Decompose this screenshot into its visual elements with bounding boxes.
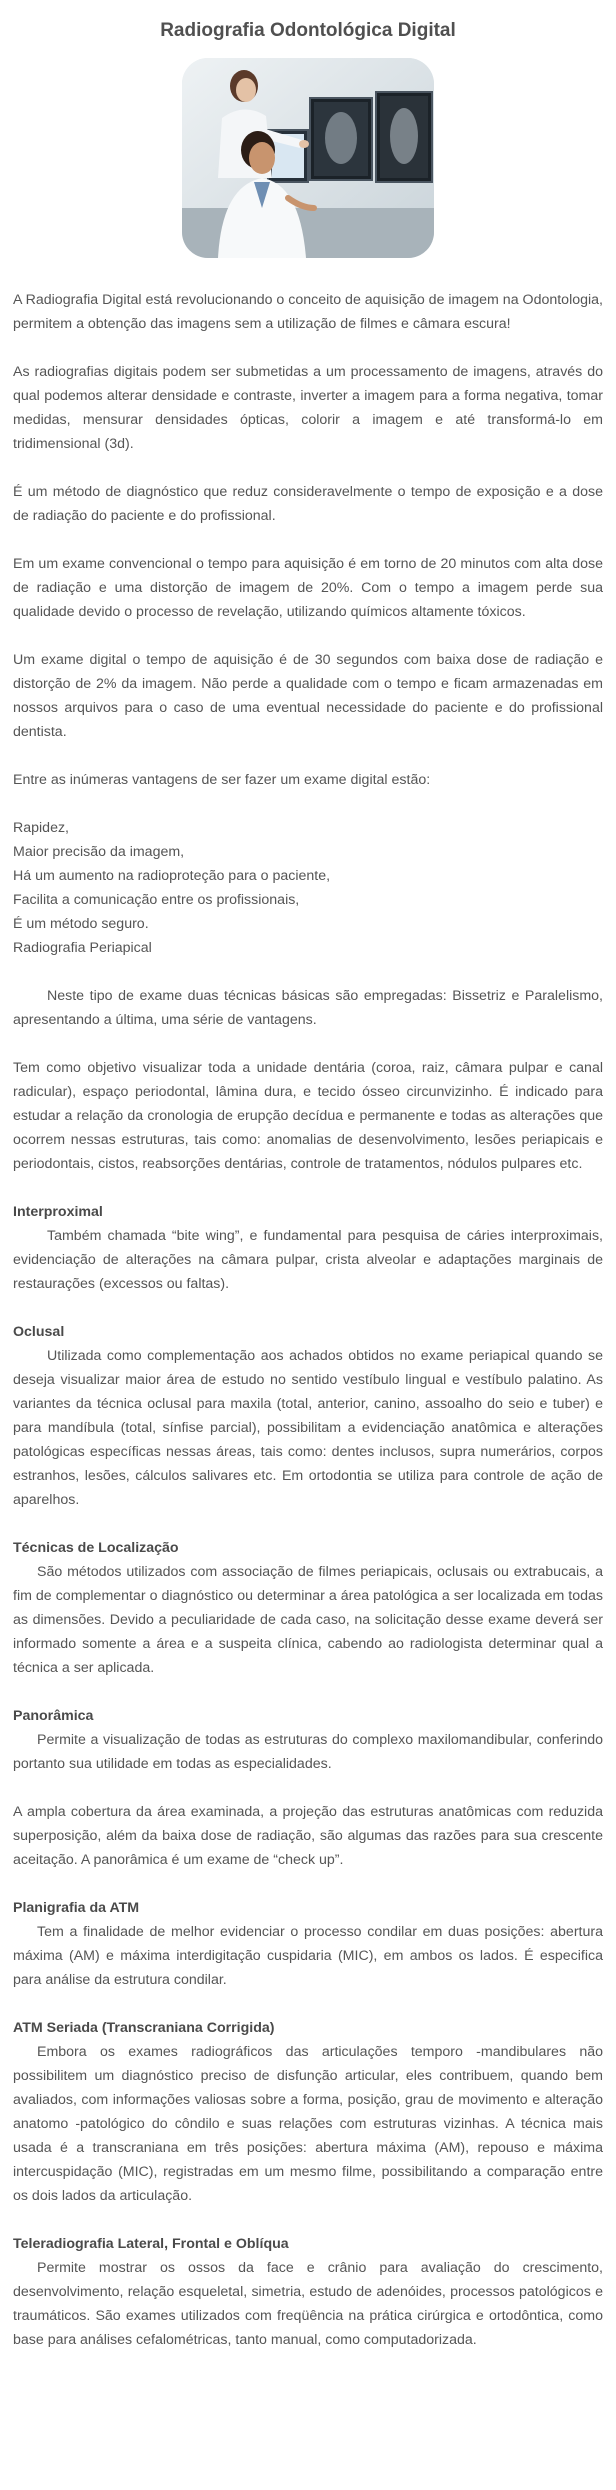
intro-paragraph: Em um exame convencional o tempo para aquisição é em torno de 20 minutos com alta dose de radiação e uma distorção de imagem de 20%. Com o tempo a imagem perde sua qualidade devido o processo de revelação, utilizando químicos altamente tóxicos.	[13, 556, 603, 620]
section-text: Embora os exames radiográficos das articulações temporo -mandibulares não possibilitem um diagnóstico preciso de disfunção articular, eles contribuem, quando bem avaliados, com informações valiosas sobre a forma, posição, grau de movimento e alteração anatomo -patológico do côndilo e suas relações com estruturas vizinhas. A técnica mais usada é a transcraniana em três posições: abertura máxima (AM), repouso e máxima intercuspidação (MIC), registradas em um mesmo filme, possibilitando a comparação entre os dois lados da articulação.	[13, 2044, 603, 2204]
periapical-paragraph: Neste tipo de exame duas técnicas básicas são empregadas: Bissetriz e Paralelismo, apresentando a última, uma série de vantagens.	[13, 988, 603, 1028]
list-item: Facilita a comunicação entre os profissionais,	[13, 892, 300, 908]
section-heading: Teleradiografia Lateral, Frontal e Oblíqua	[13, 2236, 289, 2252]
intro-paragraph: As radiografias digitais podem ser submetidas a um processamento de imagens, através do qual podemos alterar densidade e contraste, inverter a imagem para a forma negativa, tomar medidas, mensurar densidades ópticas, colorir a imagem e até transformá-lo em tridimensional (3d).	[13, 364, 603, 452]
list-item: É um método seguro.	[13, 916, 149, 932]
photo-container	[13, 58, 603, 258]
section-text: Tem a finalidade de melhor evidenciar o processo condilar em duas posições: abertura máxima (AM) e máxima interdigitação cuspidaria (MIC), em ambos os lados. É especifica para análise da estrutura condilar.	[13, 1924, 603, 1988]
intro-paragraph: É um método de diagnóstico que reduz consideravelmente o tempo de exposição e a dose de radiação do paciente e do profissional.	[13, 484, 603, 524]
section-heading: Técnicas de Localização	[13, 1540, 179, 1556]
section-heading: Oclusal	[13, 1324, 65, 1340]
section-heading: Panorâmica	[13, 1708, 94, 1724]
intro-paragraph: Um exame digital o tempo de aquisição é de 30 segundos com baixa dose de radiação e distorção de 2% da imagem. Não perde a qualidade com o tempo e ficam armazenadas em nossos arquivos para o caso de uma eventual necessidade do paciente e do profissional dentista.	[13, 652, 603, 740]
section-text: Também chamada “bite wing”, e fundamental para pesquisa de cáries interproximais, evidenciação de alterações na câmara pulpar, crista alveolar e adaptações marginais de restaurações (excessos ou faltas).	[13, 1228, 603, 1292]
page-title: Radiografia Odontológica Digital	[160, 20, 456, 41]
list-item: Rapidez,	[13, 820, 69, 836]
article	[13, 0, 603, 2352]
list-item: Há um aumento na radioproteção para o paciente,	[13, 868, 331, 884]
section-heading: Interproximal	[13, 1204, 103, 1220]
section-text: Permite a visualização de todas as estruturas do complexo maxilomandibular, conferindo portanto sua utilidade em todas as especialidades.	[13, 1732, 603, 1772]
section-text: Permite mostrar os ossos da face e crânio para avaliação do crescimento, desenvolvimento, relação esqueletal, simetria, estudo de adenóides, processos patológicos e traumáticos. São exames utilizados com freqüência na prática cirúrgica e ortodôntica, como base para análises cefalométricas, tanto manual, como computadorizada.	[13, 2260, 603, 2348]
periapical-paragraph: Tem como objetivo visualizar toda a unidade dentária (coroa, raiz, câmara pulpar e canal radicular), espaço periodontal, lâmina dura, e tecido ósseo circunvizinho. É indicado para estudar a relação da cronologia de erupção decídua e permanente e todas as alterações que ocorrem nessas estruturas, tais como: anomalias de desenvolvimento, lesões periapicais e periodontais, cistos, reabsorções dentárias, controle de tratamentos, nódulos pulpares etc.	[13, 1060, 603, 1172]
intro-paragraph: A Radiografia Digital está revolucionando o conceito de aquisição de imagem na Odontologia, permitem a obtenção das imagens sem a utilização de filmes e câmara escura!	[13, 292, 603, 332]
section-label-periapical: Radiografia Periapical	[13, 940, 152, 956]
section-text: A ampla cobertura da área examinada, a projeção das estruturas anatômicas com reduzida superposição, além da baixa dose de radiação, são algumas das razões para sua crescente aceitação. A panorâmica é um exame de “check up”.	[13, 1804, 603, 1868]
section-text: Utilizada como complementação aos achados obtidos no exame periapical quando se deseja visualizar maior área de estudo no sentido vestíbulo lingual e vestíbulo palatino. As variantes da técnica oclusal para maxila (total, anterior, canino, assoalho do seio e tuber) e para mandíbula (total, sínfise parcial), possibilitam a evidenciação anatômica e alterações patológicas específicas nessas áreas, tais como: dentes inclusos, supra numerários, corpos estranhos, lesões, cálculos salivares etc. Em ortodontia se utiliza para controle de ação de aparelhos.	[13, 1348, 603, 1508]
doctor-viewing-xray-monitors-icon	[182, 58, 434, 258]
list-item: Maior precisão da imagem,	[13, 844, 185, 860]
intro-paragraph: Entre as inúmeras vantagens de ser fazer um exame digital estão:	[13, 772, 431, 788]
advantages-list	[13, 816, 603, 960]
section-text: São métodos utilizados com associação de filmes periapicais, oclusais ou extrabucais, a fim de complementar o diagnóstico ou determinar a área patológica a ser localizada em todas as dimensões. Devido a peculiaridade de cada caso, na solicitação desse exame deverá ser informado somente a área e a suspeita clínica, cabendo ao radiologista determinar qual a técnica a ser aplicada.	[13, 1564, 603, 1676]
section-heading: ATM Seriada (Transcraniana Corrigida)	[13, 2020, 275, 2036]
section-heading: Planigrafia da ATM	[13, 1900, 140, 1916]
